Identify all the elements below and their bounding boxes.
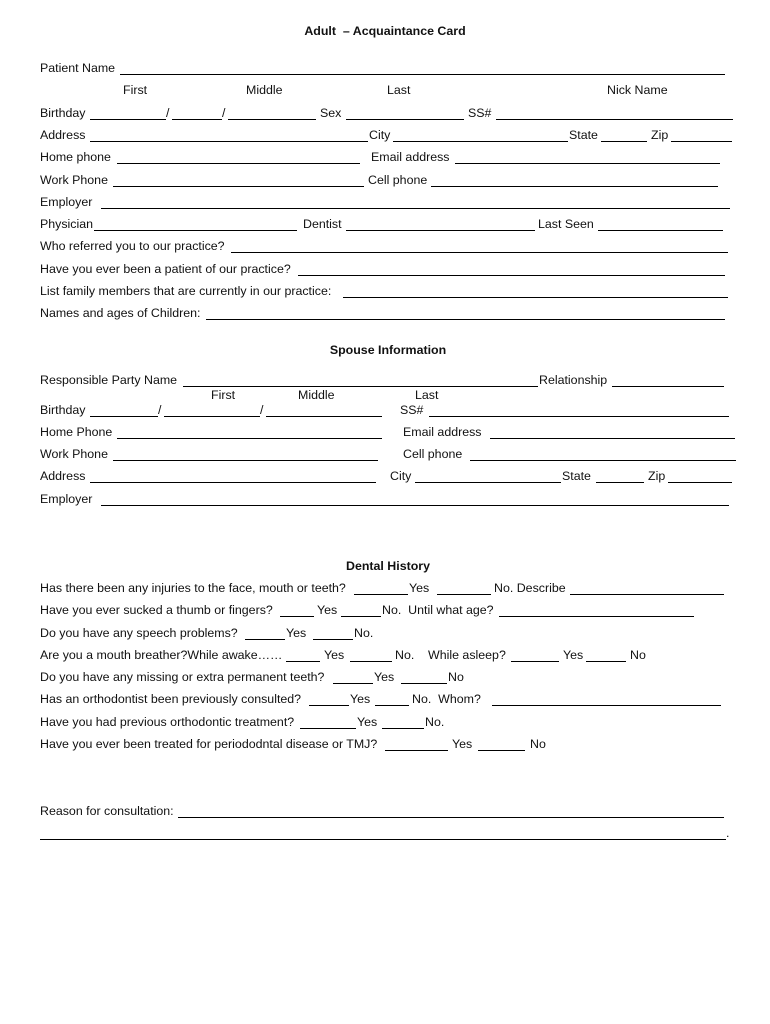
dental-q3-text: Do you have any speech problems? [40, 626, 238, 640]
relationship-label: Relationship [539, 373, 608, 387]
spouse-city-label: City [390, 469, 412, 483]
dental-q2-text: Have you ever sucked a thumb or fingers? [40, 603, 273, 617]
birthday-slash: / [166, 106, 170, 120]
spouse-heading: Spouse Information [329, 343, 447, 357]
dental-q5-yes-label: Yes [374, 670, 395, 684]
form-title: Adult – Acquaintance Card [304, 24, 466, 38]
dental-q6-yes-field[interactable] [309, 705, 349, 706]
spouse-birthday-label: Birthday [40, 403, 86, 417]
zip-label: Zip [651, 128, 669, 142]
spouse-email-field[interactable] [490, 438, 735, 439]
spouse-zip-field[interactable] [668, 482, 732, 483]
spouse-last-caption: Last [415, 388, 439, 402]
spouse-birthday-year-field[interactable] [266, 416, 382, 417]
spouse-cell-phone-label: Cell phone [403, 447, 463, 461]
state-field[interactable] [601, 141, 647, 142]
state-label: State [569, 128, 598, 142]
consultation-field[interactable] [178, 817, 724, 818]
spouse-birthday-slash: / [260, 403, 264, 417]
physician-label: Physician [40, 217, 94, 231]
dental-q3-no-field[interactable] [313, 639, 353, 640]
referred-field[interactable] [231, 252, 728, 253]
ss-field[interactable] [496, 119, 733, 120]
dental-q6-yes-label: Yes [350, 692, 371, 706]
city-field[interactable] [393, 141, 568, 142]
last-name-caption: Last [387, 83, 411, 97]
spouse-birthday-month-field[interactable] [90, 416, 158, 417]
dental-q4-awake-yes-field[interactable] [286, 661, 320, 662]
employer-field[interactable] [101, 208, 730, 209]
last-seen-label: Last Seen [538, 217, 594, 231]
email-label: Email address [371, 150, 450, 164]
spouse-employer-label: Employer [40, 492, 93, 506]
birthday-label: Birthday [40, 106, 86, 120]
spouse-state-field[interactable] [596, 482, 644, 483]
dental-q4-awake-no-label: No. [395, 648, 415, 662]
dental-q5-text: Do you have any missing or extra permanent teeth? [40, 670, 325, 684]
spouse-work-phone-label: Work Phone [40, 447, 108, 461]
spouse-state-label: State [562, 469, 591, 483]
dental-q1-describe-field[interactable] [570, 594, 724, 595]
dental-q8-yes-field[interactable] [385, 750, 448, 751]
family-members-label: List family members that are currently in our practice: [40, 284, 332, 298]
work-phone-label: Work Phone [40, 173, 108, 187]
birthday-day-field[interactable] [172, 119, 222, 120]
spouse-middle-caption: Middle [298, 388, 335, 402]
dental-q7-yes-label: Yes [357, 715, 378, 729]
cell-phone-label: Cell phone [368, 173, 428, 187]
dental-q7-no-label: No. [425, 715, 445, 729]
address-field[interactable] [90, 141, 368, 142]
dental-q6-no-field[interactable] [375, 705, 409, 706]
dental-q5-yes-field[interactable] [333, 683, 373, 684]
spouse-employer-field[interactable] [101, 505, 729, 506]
spouse-ss-field[interactable] [429, 416, 729, 417]
dental-q4-awake-yes-label: Yes [324, 648, 345, 662]
dental-q4-asleep-label: While asleep? [428, 648, 506, 662]
dental-q7-text: Have you had previous orthodontic treatment? [40, 715, 295, 729]
dental-q7-no-field[interactable] [382, 728, 424, 729]
consultation-field-line-2[interactable] [40, 839, 726, 840]
home-phone-label: Home phone [40, 150, 111, 164]
spouse-zip-label: Zip [648, 469, 666, 483]
spouse-birthday-slash: / [158, 403, 162, 417]
dental-q2-no-field[interactable] [341, 616, 381, 617]
dental-heading: Dental History [346, 559, 430, 573]
dental-q4-asleep-yes-field[interactable] [511, 661, 559, 662]
spouse-ss-label: SS# [400, 403, 424, 417]
dental-q6-whom-field[interactable] [492, 705, 721, 706]
dental-q5-no-field[interactable] [401, 683, 447, 684]
address-label: Address [40, 128, 86, 142]
children-label: Names and ages of Children: [40, 306, 201, 320]
spouse-cell-phone-field[interactable] [470, 460, 736, 461]
dental-q8-no-field[interactable] [478, 750, 525, 751]
dental-q7-yes-field[interactable] [300, 728, 356, 729]
children-field[interactable] [206, 319, 725, 320]
birthday-month-field[interactable] [90, 119, 166, 120]
dental-q3-yes-field[interactable] [245, 639, 285, 640]
dental-q2-yes-label: Yes [317, 603, 338, 617]
sex-label: Sex [320, 106, 342, 120]
dental-q3-yes-label: Yes [286, 626, 307, 640]
dental-q6-text: Has an orthodontist been previously consulted? [40, 692, 302, 706]
dental-q5-no-label: No [448, 670, 464, 684]
cell-phone-field[interactable] [431, 186, 718, 187]
spouse-email-label: Email address [403, 425, 482, 439]
spouse-first-caption: First [211, 388, 236, 402]
first-name-caption: First [123, 83, 148, 97]
spouse-city-field[interactable] [415, 482, 561, 483]
home-phone-field[interactable] [117, 163, 360, 164]
sex-field[interactable] [346, 119, 464, 120]
dental-q1-text: Has there been any injuries to the face, mouth or teeth? [40, 581, 346, 595]
dental-q1-yes-label: Yes [409, 581, 430, 595]
dental-q3-no-label: No. [354, 626, 374, 640]
dental-q6-no-label: No. Whom? [412, 692, 481, 706]
dental-q4-asleep-no-field[interactable] [586, 661, 626, 662]
consultation-end-mark: . [726, 826, 730, 840]
previous-patient-label: Have you ever been a patient of our practice? [40, 262, 291, 276]
patient-name-label: Patient Name [40, 61, 116, 75]
family-members-field[interactable] [343, 297, 728, 298]
last-seen-field[interactable] [598, 230, 723, 231]
birthday-year-field[interactable] [228, 119, 316, 120]
dental-q8-yes-label: Yes [452, 737, 473, 751]
dental-q4-text: Are you a mouth breather?While awake…… [40, 648, 283, 662]
dental-q1-no-label: No. Describe [494, 581, 566, 595]
responsible-party-field[interactable] [183, 386, 538, 387]
consultation-label: Reason for consultation: [40, 804, 174, 818]
dental-q8-text: Have you ever been treated for periododntal disease or TMJ? [40, 737, 378, 751]
middle-name-caption: Middle [246, 83, 283, 97]
dental-q8-no-label: No [530, 737, 546, 751]
birthday-slash: / [222, 106, 226, 120]
spouse-work-phone-field[interactable] [113, 460, 378, 461]
dentist-field[interactable] [346, 230, 535, 231]
referred-label: Who referred you to our practice? [40, 239, 225, 253]
ss-label: SS# [468, 106, 492, 120]
dental-q2-age-field[interactable] [499, 616, 694, 617]
employer-label: Employer [40, 195, 93, 209]
spouse-home-phone-field[interactable] [117, 438, 382, 439]
responsible-party-label: Responsible Party Name [40, 373, 178, 387]
spouse-home-phone-label: Home Phone [40, 425, 113, 439]
dental-q4-asleep-yes-label: Yes [563, 648, 584, 662]
nick-name-caption: Nick Name [607, 83, 668, 97]
dental-q2-no-label: No. Until what age? [382, 603, 494, 617]
dental-q4-asleep-no-label: No [630, 648, 646, 662]
dental-q1-no-field[interactable] [437, 594, 491, 595]
spouse-address-field[interactable] [90, 482, 376, 483]
spouse-address-label: Address [40, 469, 86, 483]
dental-q1-yes-field[interactable] [354, 594, 408, 595]
city-label: City [369, 128, 391, 142]
email-field[interactable] [455, 163, 720, 164]
relationship-field[interactable] [612, 386, 724, 387]
dental-q2-yes-field[interactable] [280, 616, 314, 617]
spouse-birthday-day-field[interactable] [164, 416, 260, 417]
physician-field[interactable] [94, 230, 297, 231]
previous-patient-field[interactable] [298, 275, 725, 276]
work-phone-field[interactable] [113, 186, 364, 187]
dentist-label: Dentist [303, 217, 342, 231]
dental-q4-awake-no-field[interactable] [350, 661, 392, 662]
zip-field[interactable] [671, 141, 732, 142]
patient-name-field[interactable] [120, 74, 725, 75]
